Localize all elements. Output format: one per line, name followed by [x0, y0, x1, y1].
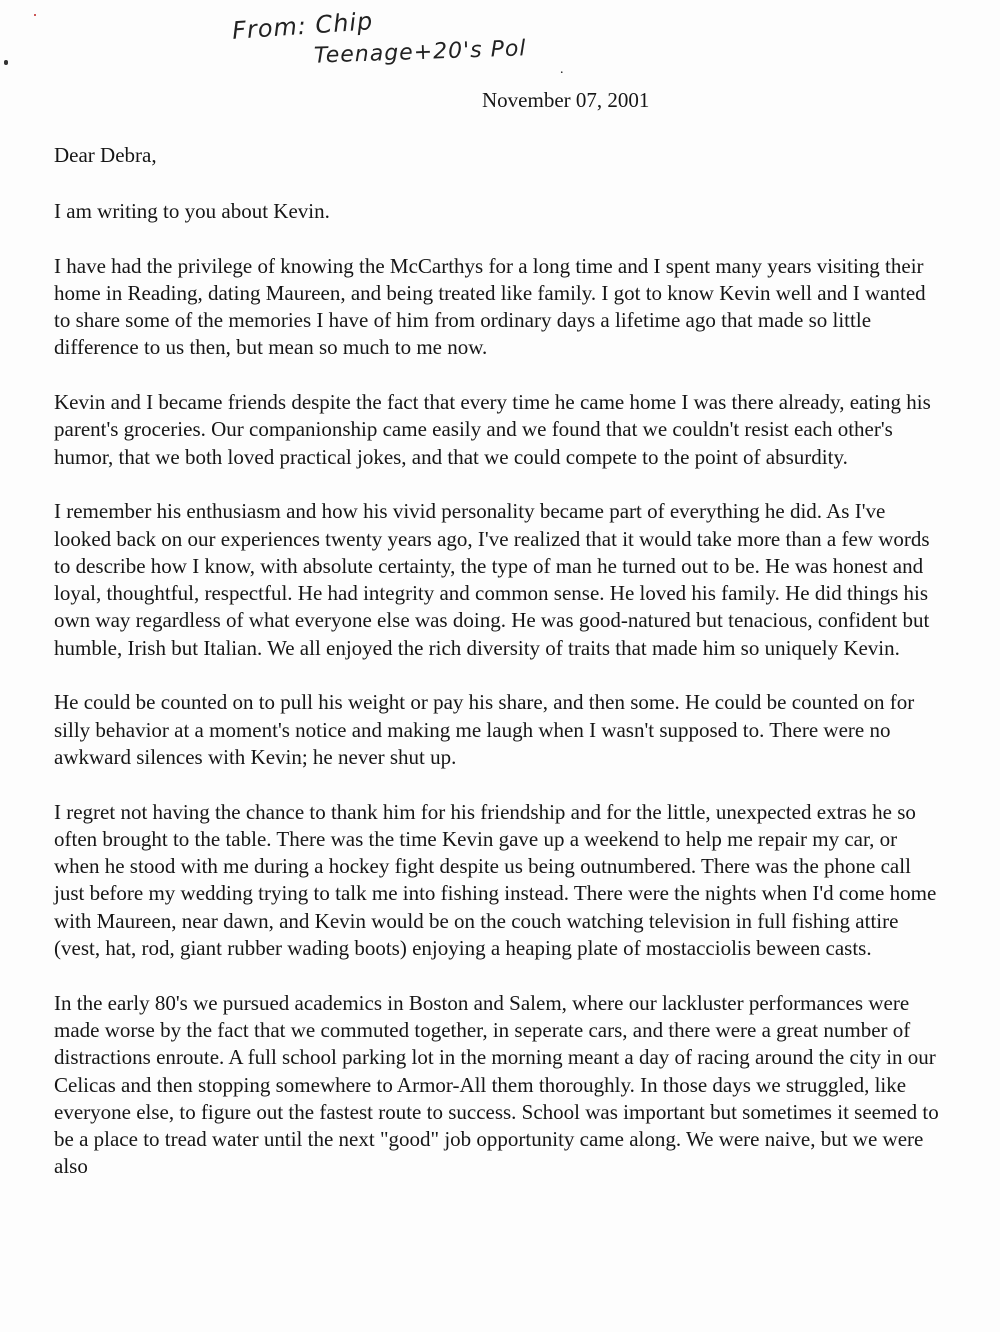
handwritten-note-from: From: Chip [231, 7, 375, 45]
paragraph-5: He could be counted on to pull his weight or pay his share, and then some. He could be counted on for silly behavior at a moment's notice and making me laugh when I wasn't supposed to. There were no awkward silences with Kevin; he never shut up. [54, 690, 915, 769]
paragraph-6: I regret not having the chance to thank him for his friendship and for the little, unexpected extras he so often brought to the table. There was the time Kevin gave up a weekend to help me repair my car, or when he stood with me during a hockey fight despite us being outnumbered. There was the phone call just before my wedding trying to talk me into fishing instead. There were the nights when I'd come home with Maureen, near dawn, and Kevin would be on the couch watching television in full fishing attire (vest, hat, rod, giant rubber wading boots) enjoying a heaping plate of mostacciolis beween casts. [54, 799, 937, 961]
paragraph-4: I remember his enthusiasm and how his vivid personality became part of everything he did. As I've looked back on our experiences twenty years ago, I've realized that it would take more than a few words to describe how I know, with absolute certainty, the type of man he turned out to be. He was honest and loyal, thoughtful, respectful. He had integrity and common sense. He loved his family. He did things his own way regardless of what everyone else was doing. He was good-natured but tenacious, confident but humble, Irish but Italian. We all enjoyed the rich diversity of traits that made him so uniquely Kevin. [54, 499, 930, 660]
paragraph-2: I have had the privilege of knowing the McCarthys for a long time and I spent many years visiting their home in Reading, dating Maureen, and being treated like family. I got to know Kevin well and I wanted to share some of the memories I have of him from ordinary days a lifetime ago that made so little difference to us then, but mean so much to me now. [54, 253, 926, 360]
salutation: Dear Debra, [54, 143, 157, 167]
margin-mark [34, 14, 36, 16]
paragraph-3: Kevin and I became friends despite the fact that every time he came home I was there already, eating his parent's groceries. Our companionship came easily and we found that we couldn't resist each other's humor, that we both loved practical jokes, and that we could compete to the point of absurdity. [54, 390, 931, 469]
handwritten-note-subject: Teenage+20's Pol [313, 36, 527, 69]
letter-body [54, 198, 944, 1181]
margin-mark [4, 60, 8, 65]
letter-date: November 07, 2001 [482, 88, 650, 112]
paragraph-7: In the early 80's we pursued academics in Boston and Salem, where our lackluster performances were made worse by the fact that we commuted together, in seperate cars, and there were a great number of distractions enroute. A full school parking lot in the morning meant a day of racing around the city in our Celicas and then stopping somewhere to Armor-All them thoroughly. In those days we struggled, like everyone else, to figure out the fastest route to success. School was important but sometimes it seemed to be a place to tread water until the next "good" job opportunity came along. We were naive, but we were also [54, 990, 939, 1179]
paragraph-1: I am writing to you about Kevin. [54, 199, 330, 223]
ink-dot: . [560, 62, 564, 77]
